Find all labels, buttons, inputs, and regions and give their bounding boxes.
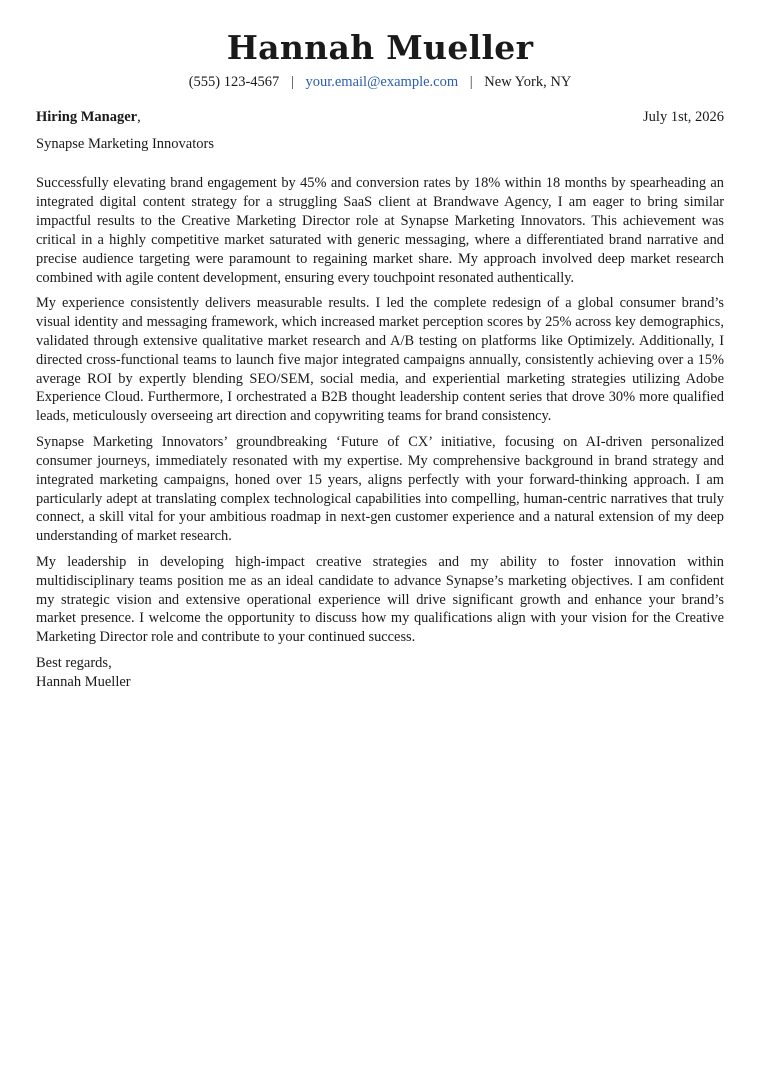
contact-separator: | — [469, 74, 473, 90]
letter-date: July 1st, 2026 — [643, 109, 724, 125]
phone-number: (555) 123-4567 — [188, 74, 280, 90]
cover-letter-page — [36, 28, 724, 692]
closing-salutation: Best regards, — [36, 655, 112, 672]
body-paragraph: My leadership in developing high-impact creative strategies and my ability to foster innovation within multidisciplinary teams position me as an ideal candidate to advance Synapse’s marketing objectives. I am confident my strategic vision and extensive operational experience will drive significant growth and enhance your brand’s market presence. I welcome the opportunity to discuss how my qualifications align with your vision for the Creative Marketing Director role and contribute to your continued success. — [36, 553, 724, 646]
body-paragraph: Synapse Marketing Innovators’ groundbreaking ‘Future of CX’ initiative, focusing on AI-driven personalized consumer journeys, immediately resonated with my expertise. My comprehensive background in brand strategy and integrated marketing campaigns, honed over 15 years, aligns perfectly with your forward-thinking approach. I am particularly adept at translating complex technological capabilities into compelling, human-centric narratives that truly connect, a skill vital for your ambitious roadmap in next-gen customer experience and a natural extension of my deep understanding of market research. — [36, 433, 724, 545]
recipient-company: Synapse Marketing Innovators — [36, 136, 214, 152]
letter-body — [36, 174, 724, 647]
email-link[interactable]: your.email@example.com — [305, 74, 459, 90]
letter-closing — [36, 654, 724, 692]
body-paragraph: My experience consistently delivers measurable results. I led the complete redesign of a global consumer brand’s visual identity and messaging framework, which increased market perception scores by 25% across key demographics, validated through extensive qualitative market research and A/B testing on platforms like Optimizely. Additionally, I directed cross-functional teams to launch five major integrated campaigns annually, consistently achieving over a 15% average ROI by expertly blending SEO/SEM, social media, and experiential marketing strategies utilizing Adobe Experience Cloud. Furthermore, I orchestrated a B2B thought leadership content series that drove 30% more qualified leads, meticulously overseeing art direction and copywriting teams for brand consistency. — [36, 294, 724, 425]
contact-line — [36, 73, 724, 91]
body-paragraph: Successfully elevating brand engagement by 45% and conversion rates by 18% within 18 months by spearheading an integrated digital content strategy for a struggling SaaS client at Brandwave Agency, I am eager to bring similar impactful results to the Creative Marketing Director role at Synapse Marketing Innovators. This achievement was critical in a highly competitive market saturated with generic messaging, where a differentiated brand narrative and precise audience targeting were paramount to regaining market share. My approach involved deep market research combined with agile content development, ensuring every touchpoint resonated authentically. — [36, 175, 724, 286]
recipient-title: Hiring Manager — [36, 109, 138, 125]
recipient-title-suffix: , — [137, 109, 141, 125]
location: New York, NY — [484, 74, 572, 90]
recipient-line — [36, 108, 141, 126]
applicant-name: Hannah Mueller — [226, 28, 534, 67]
contact-separator: | — [290, 74, 294, 90]
signature-name: Hannah Mueller — [36, 674, 131, 691]
recipient-date-row — [36, 108, 724, 126]
